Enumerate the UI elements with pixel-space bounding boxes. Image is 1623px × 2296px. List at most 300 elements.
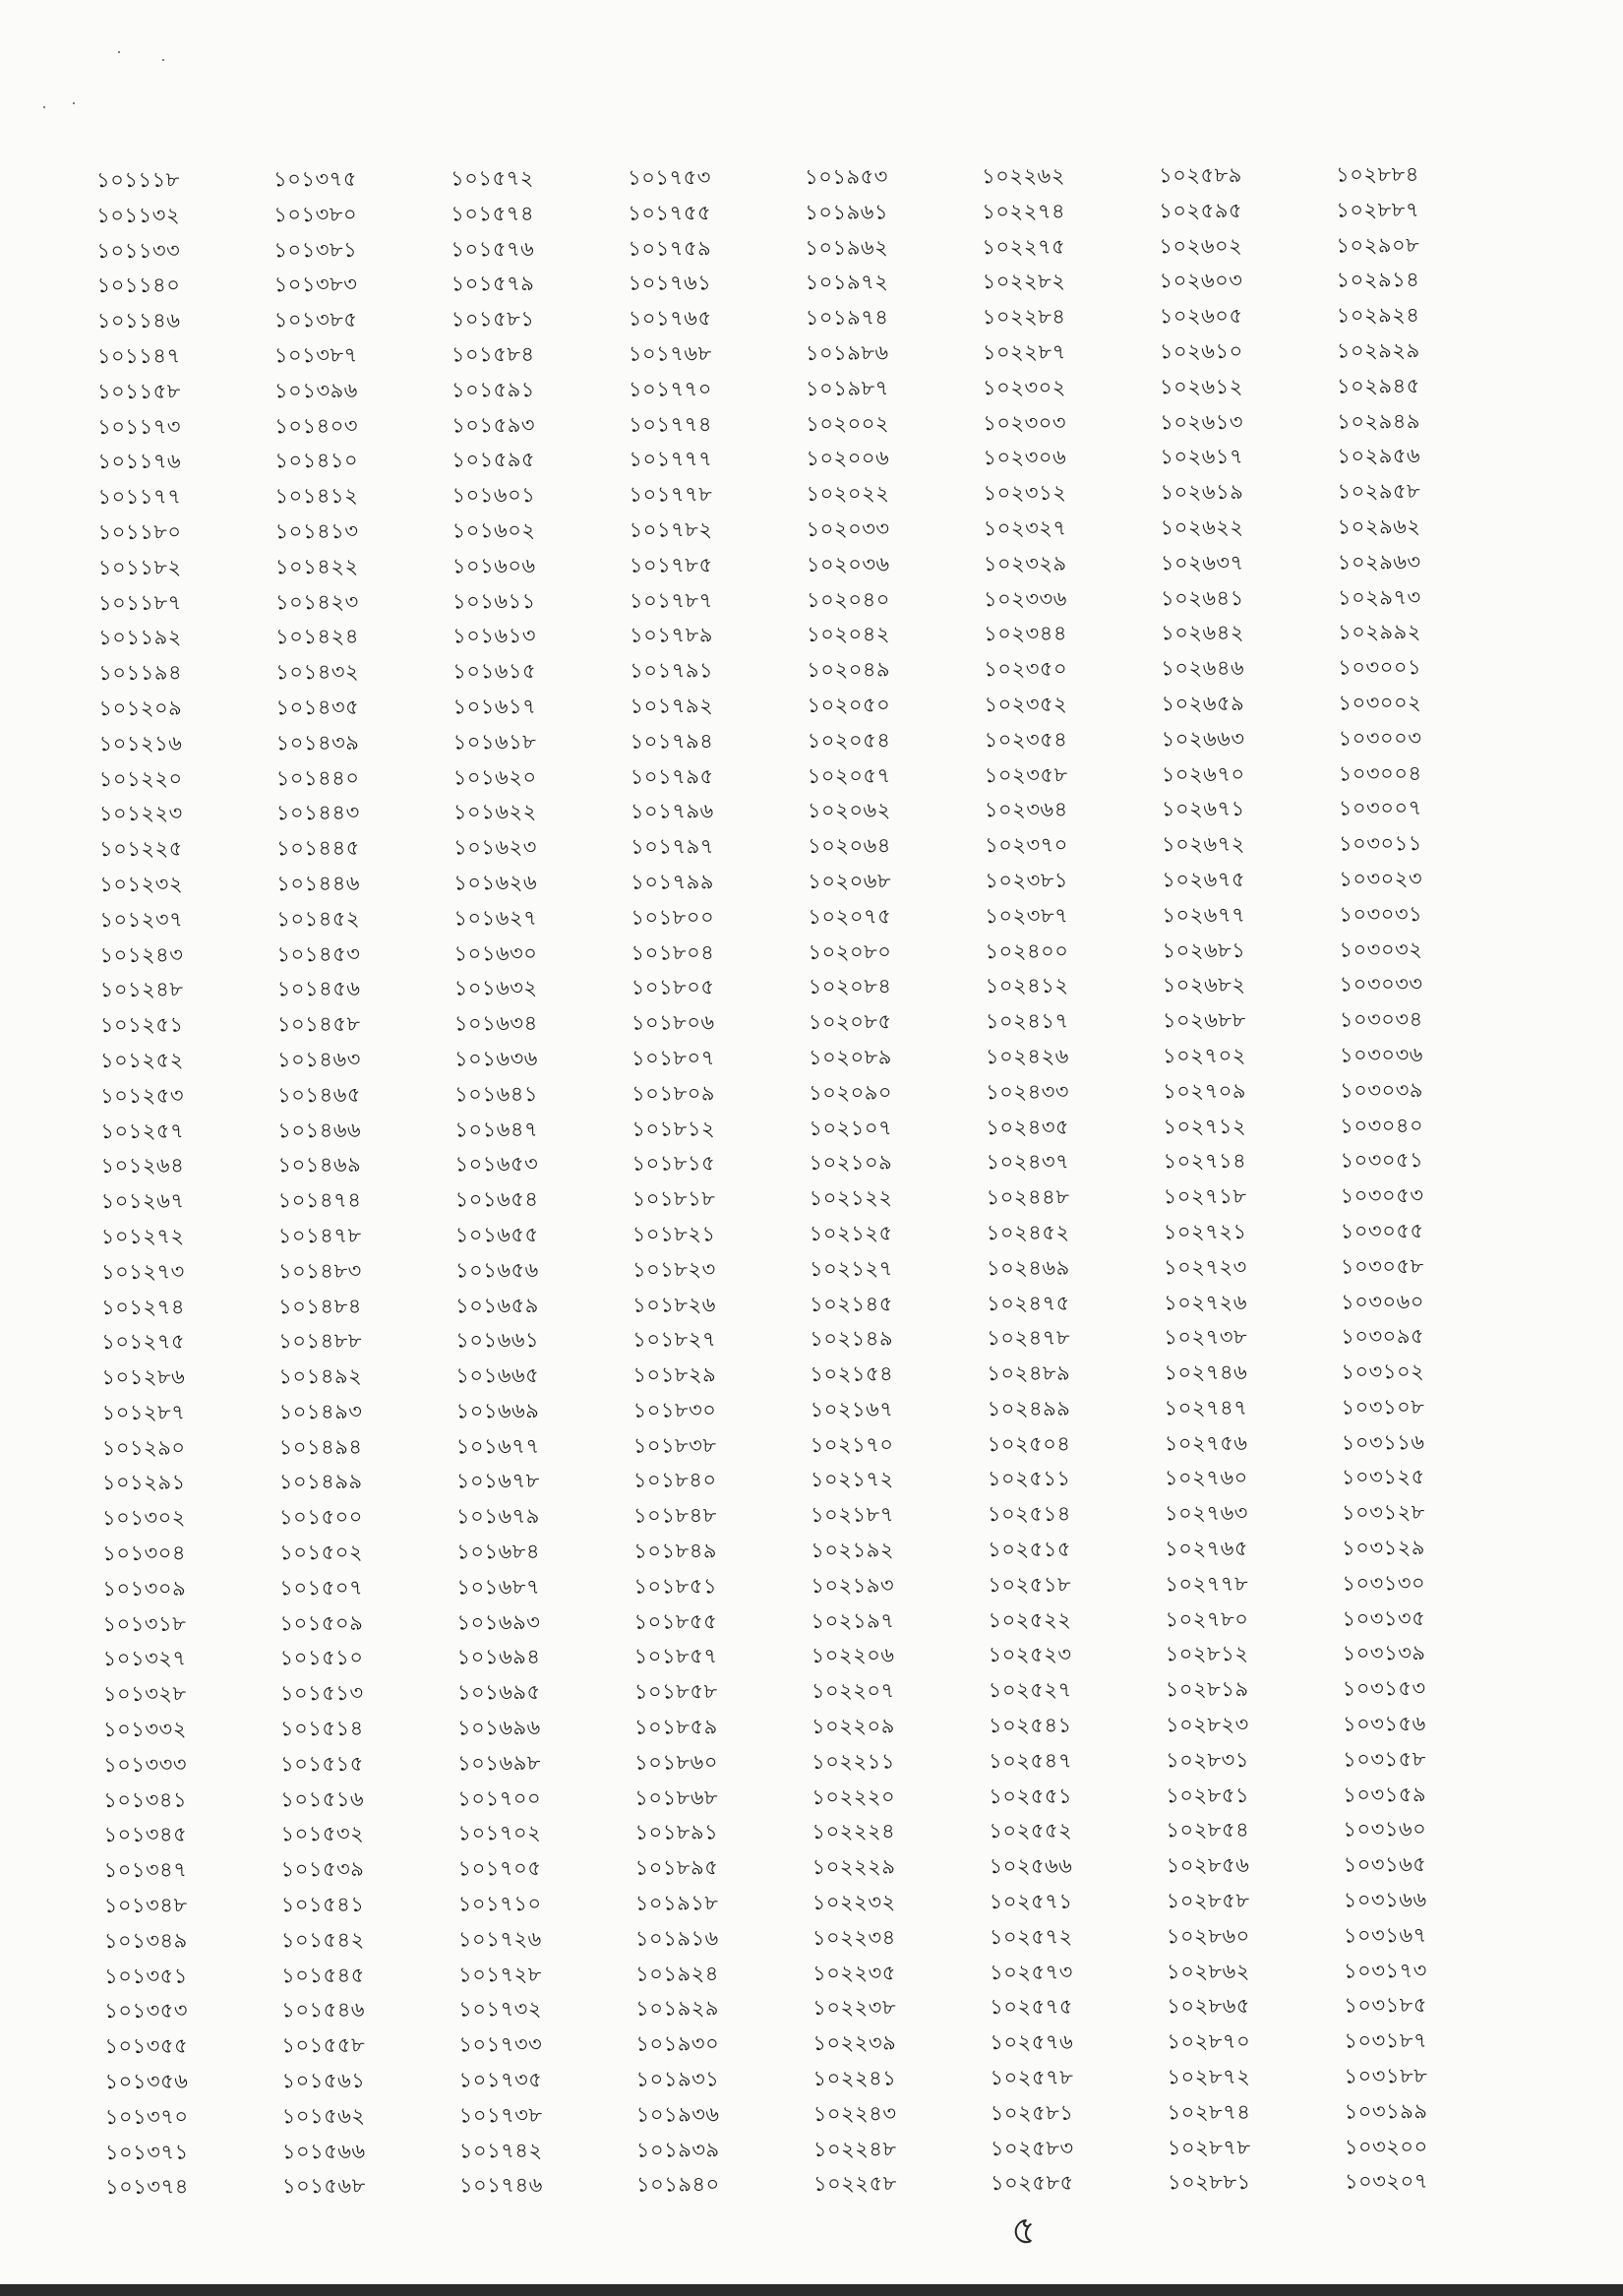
roll-number-cell: ১০৩১৮৭ (1344, 2028, 1428, 2053)
roll-number-cell: ১০১৩৩২ (102, 1717, 187, 1742)
roll-number-cell: ১০১৮২৬ (632, 1292, 716, 1317)
roll-number-cell: ১০৩১৮৫ (1344, 1993, 1428, 2018)
roll-number-cell: ১০৩১৬৬ (1343, 1888, 1427, 1912)
roll-number-cell: ১০১৭৩২ (458, 1997, 543, 2022)
roll-number-cell: ১০২৮২৩ (1165, 1712, 1249, 1737)
roll-number-cell: ১০২১২২ (809, 1185, 893, 1210)
roll-number-cell: ১০২৩২৯ (983, 551, 1067, 575)
roll-number-cell: ১০১২২৫ (98, 836, 183, 862)
roll-number-cell: ১০১৩৪১ (103, 1787, 188, 1812)
roll-number-cell: ১০১৬৪৭ (454, 1117, 539, 1141)
roll-number-cell: ১০১৭৮২ (629, 517, 713, 542)
roll-number-cell: ১০২৭১৮ (1163, 1184, 1247, 1209)
roll-number-cell: ১০১৭৬১ (628, 271, 712, 296)
roll-number-cell: ১০১৯২৪ (634, 1961, 719, 1986)
roll-number-cell: ১০১১৩৩ (96, 238, 181, 263)
roll-number-cell: ১০১১৮৭ (97, 590, 182, 615)
roll-number-cell: ১০১৭৯৪ (630, 729, 714, 754)
roll-number-cell: ১০১৫৪৫ (280, 1963, 365, 1987)
roll-number-cell: ১০২৫৮১ (990, 2100, 1074, 2125)
roll-number-cell: ১০১৬৯৬ (456, 1716, 541, 1740)
roll-number-cell: ১০১৯২৯ (635, 1996, 720, 2022)
roll-number-cell: ১০২৫৫২ (989, 1819, 1073, 1843)
roll-number-cell: ১০১৯৭২ (805, 270, 889, 295)
roll-number-cell: ১০২৬১৭ (1160, 445, 1244, 469)
roll-number-cell: ১০৩০৩৩ (1339, 972, 1423, 997)
roll-number-cell: ১০১৭৯৭ (630, 834, 714, 859)
roll-number-cell: ১০১৩৪৯ (103, 1928, 188, 1953)
roll-number-cell: ১০১৬৩০ (453, 940, 538, 965)
roll-number-cell: ১০১১৯২ (98, 625, 182, 650)
roll-column (1336, 157, 1522, 2201)
roll-number-cell: ১০১৮০০ (631, 905, 715, 930)
roll-number-cell: ১০১৯৫৩ (805, 164, 888, 189)
roll-number-cell: ১০২৭৫৬ (1164, 1430, 1248, 1455)
roll-number-cell: ১০১৮০৭ (631, 1046, 715, 1070)
roll-number-cell: ১০১৭৯৬ (630, 799, 714, 823)
roll-number-cell: ১০১৮১২ (631, 1116, 716, 1141)
roll-number-cell: ১০৩২০০ (1344, 2134, 1428, 2159)
roll-number-cell: ১০১৫৯১ (451, 377, 535, 402)
roll-number-cell: ১০২৩৮৭ (985, 903, 1069, 928)
roll-number-cell: ১০১১৯৪ (98, 660, 183, 686)
roll-number-cell: ১০১৩৭০ (104, 2104, 189, 2129)
roll-number-cell: ১০৩১৩৫ (1342, 1605, 1426, 1631)
roll-number-cell: ১০২৬৭৫ (1162, 867, 1246, 892)
roll-number-cell: ১০১৪২২ (274, 554, 359, 578)
roll-number-cell: ১০২০০২ (806, 411, 890, 436)
roll-number-cell: ১০১২৭২ (100, 1224, 185, 1248)
roll-number-cell: ১০১৯৩৬ (635, 2102, 720, 2127)
roll-number-cell: ১০২০৮৫ (808, 1009, 892, 1034)
roll-column (451, 161, 636, 2205)
roll-number-cell: ১০১৬৫৫ (454, 1222, 539, 1247)
roll-number-cell: ১০১২৮৬ (101, 1364, 186, 1390)
roll-number-cell: ১০১৯৩১ (635, 2067, 720, 2091)
roll-number-cell: ১০১৫৬৬ (281, 2139, 366, 2163)
roll-number-cell: ১০১৪২৩ (274, 589, 359, 614)
roll-number-cell: ১০২১৪৫ (810, 1291, 893, 1316)
roll-number-cell: ১০২৩৬৪ (984, 798, 1068, 822)
roll-number-cell: ১০১২৪৩ (99, 942, 184, 967)
roll-number-cell: ১০২৫২২ (988, 1607, 1072, 1632)
roll-number-cell: ১০২৪১৭ (985, 1008, 1069, 1034)
roll-number-cell: ১০২৪২৬ (985, 1044, 1069, 1068)
roll-number-cell: ১০২০৮৪ (808, 974, 892, 999)
roll-number-cell: ১০১৯৬২ (805, 235, 889, 260)
scan-speck (118, 51, 120, 53)
roll-number-cell: ১০১৫৭৪ (451, 201, 535, 226)
roll-column (628, 160, 813, 2204)
roll-number-cell: ১০১৬৭৭ (455, 1433, 540, 1459)
roll-number-cell: ১০১৫০৭ (279, 1575, 364, 1601)
roll-number-cell: ১০১৯৬১ (805, 200, 889, 224)
roll-number-cell: ১০১৮৯৫ (634, 1855, 719, 1880)
roll-number-cell: ১০১৪৩৫ (275, 695, 360, 720)
roll-number-cell: ১০২৮৮১ (1167, 2170, 1251, 2195)
roll-number-cell: ১০২৩০৬ (983, 446, 1067, 470)
roll-number-cell: ১০২৩৫২ (984, 692, 1068, 717)
roll-number-cell: ১০২৯৬২ (1337, 514, 1421, 539)
roll-number-cell: ১০২০৬৮ (808, 869, 892, 893)
roll-number-cell: ১০২৯১৪ (1336, 268, 1420, 292)
roll-number-cell: ১০১৫৪১ (280, 1892, 365, 1917)
roll-number-grid (96, 157, 1522, 2205)
roll-number-cell: ১০২১৭২ (810, 1467, 894, 1492)
roll-number-cell: ১০১১৪৭ (96, 343, 181, 368)
roll-number-cell: ১০২৬৮৮ (1162, 1008, 1246, 1033)
roll-number-cell: ১০১৭৪৬ (458, 2173, 543, 2198)
roll-number-cell: ১০১৬০২ (451, 518, 536, 543)
roll-number-cell: ১০১৪৬৬ (277, 1118, 362, 1142)
roll-number-cell: ১০১৭৬৮ (628, 341, 712, 366)
roll-number-cell: ১০২৮৭২ (1167, 2064, 1251, 2089)
roll-number-cell: ১০৩০৫৮ (1340, 1253, 1424, 1279)
roll-number-cell: ১০১৩৫৬ (104, 2069, 189, 2094)
roll-number-cell: ১০৩২০৭ (1344, 2169, 1428, 2194)
roll-number-cell: ১০৩০৬০ (1341, 1289, 1425, 1313)
roll-number-cell: ১০১৪৮৩ (277, 1258, 362, 1283)
roll-number-cell: ১০১৬০৬ (451, 553, 536, 578)
roll-number-cell: ১০২৫৪১ (988, 1713, 1072, 1738)
roll-number-cell: ১০২৬১৯ (1160, 480, 1244, 505)
roll-number-cell: ১০২৫৭৮ (990, 2065, 1074, 2090)
roll-number-cell: ১০১৪০৩ (274, 413, 359, 438)
roll-number-cell: ১০১৬৪১ (454, 1081, 539, 1107)
roll-number-cell: ১০২০৩৬ (806, 552, 890, 576)
roll-number-cell: ১০১৭৯৫ (630, 763, 714, 789)
roll-number-cell: ১০১৪২৪ (275, 625, 359, 649)
roll-number-cell: ১০১৫৮১ (451, 307, 535, 332)
roll-number-cell: ১০১৭৮৫ (629, 553, 713, 577)
roll-number-cell: ১০২৪৩৭ (986, 1150, 1070, 1175)
roll-number-cell: ১০২০৭৫ (808, 904, 892, 929)
roll-number-cell: ১০২০৫৪ (807, 728, 891, 753)
roll-number-cell: ১০৩০০১ (1338, 655, 1422, 680)
roll-number-cell: ১০১৪৫২ (276, 906, 361, 931)
roll-number-cell: ১০২৬৪৬ (1161, 656, 1245, 681)
roll-number-cell: ১০১৪৯২ (278, 1363, 363, 1389)
roll-number-cell: ১০২২৪৩ (812, 2101, 897, 2126)
roll-number-cell: ১০১৭৩৩ (458, 2032, 543, 2057)
roll-number-cell: ১০২৬২২ (1160, 514, 1244, 540)
roll-number-cell: ১০১৫৯৫ (451, 448, 536, 472)
roll-number-cell: ১০৩১৬৭ (1343, 1922, 1427, 1948)
roll-number-cell: ১০২৭০৯ (1163, 1078, 1247, 1103)
roll-number-cell: ১০১৬৯৩ (456, 1609, 541, 1635)
roll-number-cell: ১০২৯৬৩ (1337, 549, 1421, 574)
roll-number-cell: ১০১১৮২ (97, 555, 182, 579)
roll-number-cell: ১০১৮৩৮ (632, 1432, 717, 1458)
roll-number-cell: ১০১৮০৪ (631, 939, 715, 965)
roll-number-cell: ১০১৮৪৯ (633, 1539, 718, 1563)
roll-number-cell: ১০২৫২৭ (988, 1677, 1072, 1703)
roll-number-cell: ১০১৪৫৮ (276, 1011, 361, 1037)
roll-number-cell: ১০১৫৭৯ (451, 272, 535, 296)
roll-number-cell: ১০১৮৫৭ (633, 1644, 718, 1669)
roll-number-cell: ১০২৭৪৬ (1164, 1359, 1248, 1385)
roll-number-cell: ১০১৪৫৩ (276, 941, 361, 966)
roll-number-cell: ১০৩১৬৫ (1343, 1852, 1427, 1877)
roll-number-cell: ১০১২৭৫ (101, 1329, 186, 1355)
roll-number-cell: ১০১৫৬৮ (281, 2174, 366, 2199)
roll-number-cell: ১০১৬১৭ (452, 695, 537, 719)
roll-number-cell: ১০২৬৭১ (1161, 797, 1245, 821)
roll-number-cell: ১০২২৭৪ (982, 199, 1066, 223)
roll-number-cell: ১০২৫৬৬ (989, 1853, 1073, 1879)
roll-number-cell: ১০১৩৯৬ (273, 378, 358, 402)
roll-number-cell: ১০১২৯০ (101, 1435, 186, 1460)
roll-number-cell: ১০২২২০ (812, 1784, 896, 1809)
roll-number-cell: ১০৩০৫৫ (1340, 1219, 1424, 1243)
roll-number-cell: ১০২৯২৪ (1336, 303, 1420, 328)
roll-number-cell: ১০৩১০৮ (1341, 1395, 1425, 1420)
roll-number-cell: ১০১৬৭৮ (455, 1469, 540, 1493)
roll-number-cell: ১০৩১১৬ (1341, 1429, 1425, 1455)
roll-number-cell: ১০২৫৮৯ (1159, 162, 1242, 188)
roll-number-cell: ১০১৪৪৫ (275, 835, 360, 861)
roll-number-cell: ১০১৭৩৮ (458, 2102, 543, 2128)
roll-number-cell: ১০১৫৪৬ (281, 1998, 366, 2023)
roll-number-cell: ১০১৭২৬ (457, 1926, 542, 1952)
roll-number-cell: ১০১৬৯৮ (457, 1750, 541, 1776)
roll-number-cell: ১০১৩৫৩ (104, 1999, 189, 2024)
roll-number-cell: ১০৩০২৩ (1339, 867, 1423, 891)
roll-number-cell: ১০২৮৫৮ (1166, 1888, 1250, 1913)
roll-number-cell: ১০১২৪৮ (99, 977, 184, 1002)
roll-number-cell: ১০২০৮৯ (808, 1045, 892, 1069)
roll-number-cell: ১০১৬৯৪ (456, 1645, 541, 1669)
roll-number-cell: ১০১২৫৩ (100, 1083, 185, 1108)
roll-number-cell: ১০২৬১৩ (1160, 409, 1244, 434)
roll-number-cell: ১০১১৭৬ (97, 450, 182, 474)
roll-number-cell: ১০২৬০৩ (1159, 269, 1243, 293)
roll-number-cell: ১০১৪৪৬ (276, 871, 361, 896)
roll-number-cell: ১০২১২৫ (809, 1221, 893, 1245)
roll-number-cell: ১০১৩০৯ (102, 1576, 187, 1601)
roll-number-cell: ১০২০৪০ (806, 587, 890, 612)
roll-number-cell: ১০২১৬৭ (810, 1397, 894, 1421)
roll-number-cell: ১০২৩০২ (982, 375, 1066, 399)
roll-number-cell: ১০১৬২২ (452, 800, 537, 824)
roll-number-cell: ১০৩১৬০ (1343, 1817, 1427, 1842)
roll-number-cell: ১০২০৩৩ (806, 516, 890, 541)
roll-number-cell: ১০২০৪৯ (807, 657, 891, 683)
roll-number-cell: ১০১৩৮০ (273, 202, 358, 227)
roll-number-cell: ১০৩১৩৯ (1342, 1641, 1426, 1665)
roll-number-cell: ১০২২৮৪ (982, 304, 1066, 330)
roll-number-cell: ১০২৪৭৫ (987, 1291, 1070, 1315)
roll-number-cell: ১০১১৩২ (96, 203, 181, 227)
roll-number-cell: ১০৩১২৮ (1341, 1500, 1425, 1525)
roll-number-cell: ১০১৪৩৯ (275, 730, 360, 755)
roll-number-cell: ১০১৫১৫ (280, 1751, 364, 1777)
roll-number-cell: ১০১৩৭৪ (104, 2175, 189, 2200)
roll-number-cell: ১০১২২৩ (98, 801, 183, 826)
roll-number-cell: ১০১৫১০ (279, 1646, 364, 1670)
roll-number-cell: ১০২৬৭২ (1161, 832, 1245, 857)
roll-number-cell: ১০১৩০৪ (102, 1541, 187, 1566)
roll-number-cell: ১০১৫৬২ (281, 2103, 366, 2129)
roll-number-cell: ১০২০৫৭ (807, 763, 891, 788)
roll-number-cell: ১০১৮৪৮ (632, 1503, 717, 1528)
roll-number-cell: ১০১১৫৮ (96, 379, 181, 403)
roll-number-cell: ১০২৩২৭ (983, 515, 1067, 541)
roll-number-cell: ১০২১৯৩ (811, 1573, 895, 1598)
roll-number-cell: ১০২৯৫৬ (1337, 444, 1421, 468)
roll-number-cell: ১০২০৯০ (809, 1080, 893, 1105)
roll-number-cell: ১০১৯৮৬ (805, 340, 889, 365)
roll-number-cell: ১০২৮৬০ (1166, 1923, 1250, 1949)
roll-number-cell: ১০২২৩২ (812, 1890, 896, 1914)
roll-number-cell: ১০১৪৯৩ (278, 1399, 363, 1424)
roll-number-cell: ১০১৬৬১ (455, 1328, 540, 1353)
roll-number-cell: ১০২১৭০ (810, 1432, 894, 1457)
roll-number-cell: ১০২৫৭৫ (990, 1995, 1074, 2020)
roll-number-cell: ১০২৪৩৫ (986, 1115, 1070, 1139)
roll-number-cell: ১০২৬৭০ (1161, 761, 1245, 786)
roll-number-cell: ১০১৫৫৮ (281, 2033, 366, 2058)
roll-number-cell: ১০১৮৫৯ (633, 1715, 718, 1739)
roll-number-cell: ১০১১৪৬ (96, 308, 181, 333)
roll-number-cell: ১০১৫০০ (278, 1505, 363, 1530)
roll-number-cell: ১০২২৬২ (982, 163, 1066, 189)
roll-number-cell: ১০২৫৭২ (989, 1924, 1073, 1949)
roll-number-cell: ১০১৮২৩ (631, 1256, 716, 1282)
roll-number-cell: ১০২৭২১ (1163, 1219, 1247, 1244)
roll-number-cell: ১০২০৪২ (807, 622, 891, 647)
roll-number-cell: ১০৩১৮৮ (1344, 2064, 1428, 2088)
roll-column (982, 158, 1168, 2202)
roll-number-cell: ১০১৩৪৮ (103, 1893, 188, 1918)
roll-number-cell: ১০২২১১ (812, 1749, 895, 1774)
roll-number-cell: ১০১৬২৬ (453, 870, 538, 895)
roll-number-cell: ১০২৫৭৬ (990, 2029, 1074, 2055)
roll-number-cell: ১০১৭৭৮ (629, 482, 713, 507)
roll-number-cell: ১০২২৩৯ (812, 2030, 897, 2056)
roll-number-cell: ১০১৬৭৯ (455, 1504, 540, 1529)
roll-number-cell: ১০১৮২১ (631, 1222, 716, 1246)
roll-number-cell: ১০১৩৭৫ (273, 166, 357, 192)
roll-number-cell: ১০১৬৩৬ (453, 1046, 538, 1071)
roll-number-cell: ১০১৬৬৯ (455, 1398, 540, 1423)
roll-number-cell: ১০২৫১৫ (988, 1537, 1072, 1562)
roll-number-cell: ১০১৪১০ (274, 449, 359, 473)
roll-number-cell: ১০২২৭৫ (982, 234, 1066, 259)
roll-column (96, 162, 282, 2205)
roll-number-cell: ১০৩১৫৬ (1342, 1712, 1426, 1736)
roll-number-cell: ১০১৩২৭ (102, 1647, 187, 1671)
scan-bottom-edge (0, 2284, 1623, 2296)
roll-number-cell: ১০২৮৭০ (1167, 2029, 1251, 2054)
roll-number-cell: ১০১৩৪৭ (103, 1857, 188, 1883)
roll-number-cell: ১০১৭৮৯ (630, 623, 713, 647)
roll-number-cell: ১০২৮৩১ (1166, 1747, 1249, 1773)
roll-number-cell: ১০২৭৭৮ (1165, 1571, 1249, 1597)
roll-number-cell: ১০১১৭৩ (97, 414, 182, 439)
roll-number-cell: ১০১৮০৫ (631, 975, 715, 999)
roll-number-cell: ১০৩০৩১ (1339, 901, 1423, 927)
roll-number-cell: ১০১৪৪০ (275, 765, 360, 790)
roll-number-cell: ১০১৭০০ (457, 1785, 542, 1811)
roll-number-cell: ১০২৮৮৭ (1336, 197, 1420, 222)
roll-number-cell: ১০৩১২৫ (1341, 1465, 1425, 1489)
roll-number-cell: ১০১৮০৯ (631, 1080, 716, 1106)
roll-number-cell: ১০১১১৮ (96, 167, 180, 192)
roll-number-cell: ১০১৭৯৯ (631, 870, 715, 894)
roll-number-cell: ১০৩০৩৯ (1340, 1077, 1424, 1103)
roll-number-cell: ১০১৩৫১ (103, 1964, 188, 1988)
roll-number-cell: ১০১৫৬১ (281, 2068, 366, 2093)
roll-number-cell: ১০১৪৮৮ (278, 1329, 363, 1354)
roll-number-cell: ১০১৪১২ (274, 484, 359, 509)
roll-number-cell: ১০১৫১৩ (279, 1681, 364, 1706)
roll-number-cell: ১০২৩৫৮ (984, 762, 1068, 787)
page-number: ৫ (1007, 2206, 1040, 2256)
roll-number-cell: ১০২৬৫৯ (1161, 691, 1245, 716)
roll-number-cell: ১০২২৪১ (812, 2066, 897, 2090)
roll-number-cell: ১০২৮৫৪ (1166, 1818, 1250, 1843)
roll-number-cell: ১০২৫৮৫ (990, 2171, 1074, 2196)
roll-number-cell: ১০৩০৩৬ (1339, 1043, 1423, 1067)
roll-number-cell: ১০১৯৩৯ (635, 2137, 720, 2162)
roll-number-cell: ১০২৫৮৩ (990, 2136, 1074, 2160)
roll-number-cell: ১০১৮৫৮ (633, 1679, 718, 1704)
roll-number-cell: ১০১২৩২ (99, 872, 184, 896)
roll-number-cell: ১০২৫১৪ (987, 1501, 1071, 1527)
roll-number-cell: ১০১৬৬৫ (455, 1363, 540, 1388)
roll-number-cell: ১০১৮১৮ (631, 1186, 716, 1211)
roll-number-cell: ১০২৪৪৮ (986, 1184, 1070, 1210)
roll-number-cell: ১০২৪১২ (985, 974, 1069, 998)
roll-number-cell: ১০২২৩৪ (812, 1925, 896, 1950)
roll-number-cell: ১০২৬৪১ (1160, 585, 1244, 610)
roll-number-cell: ১০১১৮০ (97, 519, 182, 544)
roll-number-cell: ১০১৬৯৫ (456, 1680, 541, 1705)
roll-number-cell: ১০১৭৫৯ (628, 235, 712, 261)
roll-number-cell: ১০২৩৮১ (985, 868, 1069, 893)
roll-number-cell: ১০১৩৮১ (273, 237, 358, 262)
roll-number-cell: ১০২৩৩৬ (983, 586, 1067, 611)
roll-number-cell: ১০৩০০২ (1338, 691, 1422, 715)
roll-number-cell: ১০১২৮৭ (101, 1400, 186, 1424)
roll-number-cell: ১০১৭৭০ (628, 377, 712, 401)
roll-number-cell: ১০২১৫৪ (810, 1361, 894, 1386)
roll-number-cell: ১০৩১৫৮ (1343, 1746, 1426, 1772)
roll-number-cell: ১০১৫৭২ (451, 166, 534, 191)
roll-number-cell: ১০৩০৯৫ (1341, 1324, 1425, 1349)
roll-number-cell: ১০১৭১০ (457, 1892, 542, 1916)
roll-number-cell: ১০১৪৬৯ (277, 1153, 362, 1178)
roll-number-cell: ১০২৪৯৯ (987, 1396, 1071, 1420)
roll-number-cell: ১০২২৩৮ (812, 1995, 897, 2021)
roll-number-cell: ১০১৬৫৩ (454, 1152, 539, 1177)
roll-number-cell: ১০১৬৩২ (453, 976, 538, 1000)
roll-number-cell: ১০২৮১২ (1165, 1642, 1249, 1666)
roll-number-cell: ১০১৪৫৬ (276, 977, 361, 1001)
roll-number-cell: ১০২৬৮১ (1162, 937, 1246, 962)
roll-number-cell: ১০১৯১৬ (634, 1926, 719, 1951)
roll-number-cell: ১০২৮৬৫ (1167, 1994, 1251, 2019)
roll-number-cell: ১০১৫৩৯ (280, 1857, 365, 1882)
roll-number-cell: ১০২৮৫৬ (1166, 1853, 1250, 1878)
roll-number-cell: ১০১৪৪৩ (275, 801, 360, 825)
roll-number-cell: ১০২৮৬২ (1166, 1959, 1250, 1983)
roll-number-cell: ১০২৮৭৮ (1167, 2135, 1251, 2159)
roll-number-cell: ১০৩১০২ (1341, 1359, 1425, 1384)
roll-number-cell: ১০২২৪৮ (812, 2137, 897, 2161)
roll-column (273, 161, 459, 2205)
